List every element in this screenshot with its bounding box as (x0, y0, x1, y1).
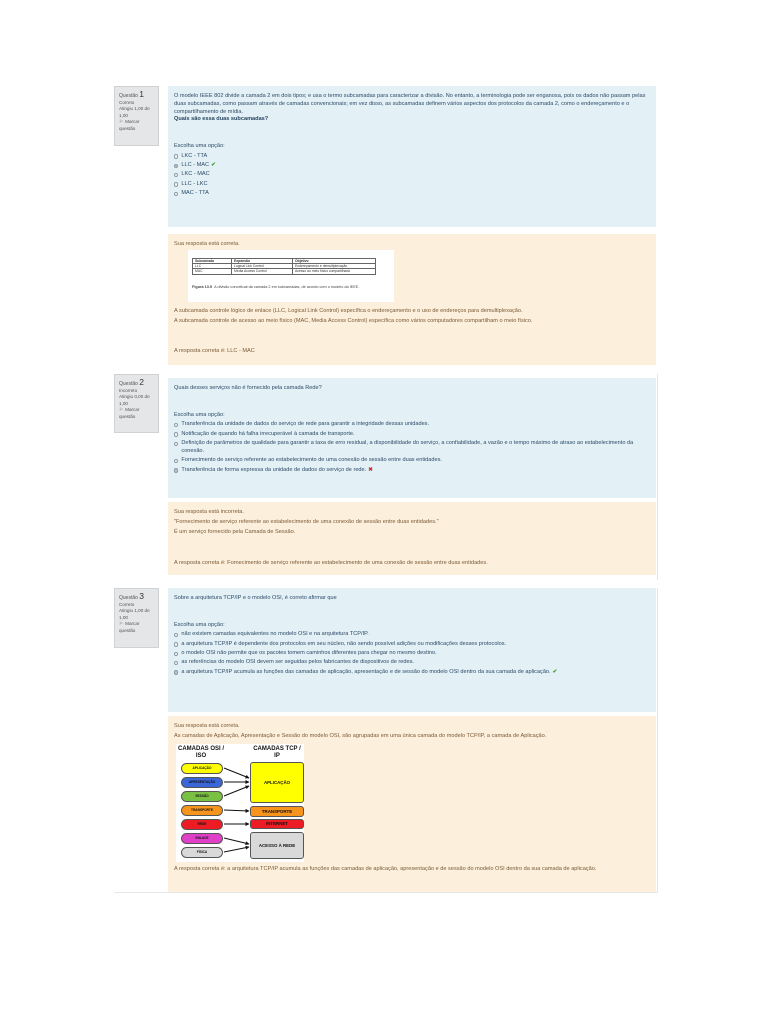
option-5[interactable]: Transferência de forma expressa da unidade de dados do serviço de rede. ✖ (174, 467, 650, 475)
option-2[interactable]: a arquitetura TCP/IP é dependente dos protocolos em seu núcleo, não sendo possível adições ou modificações desses protocolos. (174, 641, 650, 649)
option-1[interactable]: LKC - TTA (174, 153, 650, 161)
option-5[interactable]: MAC - TTA (174, 190, 650, 198)
question-1 (114, 86, 658, 366)
option-5[interactable]: a arquitetura TCP/IP acumula as funções das camadas de aplicação, apresentação e de sessão do modelo OSI dentro da sua camada de aplicação. ✔ (174, 669, 650, 677)
question-1-content (168, 86, 656, 227)
osi-layer-rede: REDE (181, 819, 223, 830)
question-2-info (114, 374, 159, 433)
table-cell: Acesso ao meio físico compartilhado (293, 269, 376, 274)
feedback-status: Sua resposta está correta. (174, 241, 240, 247)
feedback-line: A subcamada controle lógico de enlace (LLC, Logical Link Control) específica o endereçamento e o uso de endereços para demultiplexação. (174, 308, 523, 314)
question-text: Sobre a arquitetura TCP/IP e o modelo OSI, é correto afirmar que (174, 595, 337, 601)
osi-title: CAMADAS OSI / ISO (178, 746, 225, 759)
flag-question-link[interactable]: ⚐ Marcar questão (119, 621, 140, 633)
question-1-feedback (168, 234, 656, 365)
table-header: Subcamada (193, 259, 232, 264)
osi-layer-transporte: TRANSPORTE (181, 805, 223, 816)
option-4[interactable]: Fornecimento de serviço referente ao estabelecimento de uma conexão de sessão entre duas entidades. (174, 457, 650, 465)
options-label: Escolha uma opção: (174, 411, 225, 418)
figure-caption: Figura 13.5 A divisão conceitual da camada 2 em subcamadas, de acordo com o modelo da IEEE. (192, 285, 360, 289)
radio-button[interactable] (174, 154, 178, 158)
question-prompt: Quais são essa duas subcamadas? (174, 116, 269, 123)
feedback-line: A subcamada controle de acesso ao meio físico (MAC, Media Access Control) específica como vários computadores compartilham o meio físico. (174, 317, 533, 324)
tcp-title: CAMADAS TCP / IP (253, 746, 301, 759)
option-4[interactable]: as referências do modelo OSI devem ser seguidas pelos fabricantes de dispositivos de redes. (174, 659, 650, 667)
table-cell: Endereçamento e demultiplexação (293, 264, 376, 269)
subcamadas-table (192, 258, 376, 275)
osi-layer-enlace: ENLACE (181, 833, 223, 844)
feedback-line: As camadas de Aplicação, Apresentação e Sessão do modelo OSI, são agrupadas em uma única camada do modelo TCP/IP, a camada de Aplicação. (174, 732, 547, 739)
mapping-arrows (176, 744, 304, 862)
tcp-layer-internet: INTERNET (250, 819, 304, 829)
option-3[interactable]: Definição de parâmetros de qualidade para garantir a taxa de erro residual, a disponibilidade do serviço, a confiabilidade, a vazão e o tempo máximo de atraso ao estabelecimento da conexão. (174, 440, 650, 456)
question-2-feedback (168, 502, 656, 575)
question-number: Questão 3 (119, 591, 145, 601)
flag-icon: ⚐ (119, 119, 124, 125)
question-text: Quais desses serviços não é fornecido pela camada Rede? (174, 385, 322, 391)
correct-answer: A resposta correta é: Fornecimento de serviço referente ao estabelecimento de uma conexão de sessão entre duas entidades. (174, 560, 488, 566)
correct-answer: A resposta correta é: LLC - MAC (174, 348, 255, 354)
question-score: Atingiu 1,00 de 1,00 (119, 608, 150, 620)
osi-layer-aplicacao: APLICAÇÃO (181, 763, 223, 774)
check-icon: ✔ (552, 668, 558, 675)
radio-button[interactable] (174, 633, 178, 637)
question-3-content (168, 588, 656, 712)
radio-button[interactable] (174, 423, 178, 427)
feedback-status: Sua resposta está correta. (174, 723, 240, 729)
flag-question-link[interactable]: ⚐ Marcar questão (119, 407, 140, 419)
check-icon: ✔ (211, 161, 216, 168)
question-status: Incorreto (119, 387, 138, 393)
feedback-line: "Fornecimento de serviço referente ao estabelecimento de uma conexão de sessão entre duas entidades." (174, 518, 439, 525)
radio-button[interactable] (174, 173, 178, 177)
question-status: Correto (119, 99, 135, 105)
tcp-layer-transporte: TRANSPORTE (250, 806, 304, 817)
radio-button[interactable] (174, 192, 178, 196)
question-3-info (114, 588, 159, 648)
question-1-info (114, 86, 159, 146)
tcp-layer-acesso-rede: ACESSO À REDE (250, 832, 304, 859)
osi-tcp-diagram (176, 744, 304, 862)
option-2[interactable]: LLC - MAC ✔ (174, 162, 650, 170)
cross-icon: ✖ (368, 466, 373, 473)
divider (657, 588, 658, 892)
radio-button[interactable] (174, 652, 178, 656)
question-3-feedback (168, 716, 656, 892)
question-2-content (168, 378, 656, 498)
radio-button[interactable] (174, 164, 178, 168)
option-1[interactable]: Transferência da unidade de dados do serviço de rede para garantir a integridade dessas unidades. (174, 421, 650, 429)
option-4[interactable]: LLC - LKC (174, 181, 650, 189)
options-label: Escolha uma opção: (174, 143, 225, 150)
radio-button[interactable] (174, 182, 178, 186)
radio-button[interactable] (174, 642, 178, 646)
option-2[interactable]: Notificação de quando há falha irrecuperável à camada de transporte. (174, 431, 650, 439)
table-header: Expansão (232, 259, 293, 264)
question-number: Questão 1 (119, 89, 145, 99)
tcp-layer-aplicacao: APLICAÇÃO (250, 762, 304, 803)
question-3 (114, 588, 658, 894)
feedback-status: Sua resposta está incorreta. (174, 509, 244, 515)
question-text: O modelo IEEE 802 divide a camada 2 em dois tipos; e usa o termo subcamadas para caracterizar a divisão. No entanto, a terminologia pode ser enganosa, pois os dados não passam pelas duas subcamadas, como passam através de camadas convencionais; em vez disso, as subcamadas definem vários aspectos dos protocolos da camada 2, como o endereçamento e o compartilhamento de mídia. (174, 93, 646, 115)
radio-button[interactable] (174, 432, 178, 436)
subcamadas-figure (188, 250, 394, 302)
flag-icon: ⚐ (119, 407, 124, 413)
feedback-line: É um serviço fornecido pela Camada de Sessão. (174, 528, 296, 535)
correct-answer: A resposta correta é: a arquitetura TCP/IP acumula as funções das camadas de aplicação, apresentação e de sessão do modelo OSI dentro da sua camada de aplicação. (174, 866, 597, 872)
option-3[interactable]: LKC - MAC (174, 171, 650, 179)
table-cell: LLC (193, 264, 232, 269)
flag-question-link[interactable]: ⚐ Marcar questão (119, 119, 140, 131)
question-score: Atingiu 0,00 de 1,00 (119, 394, 150, 406)
table-cell: Logical Link Control (232, 264, 293, 269)
question-number: Questão 2 (119, 377, 145, 387)
radio-button[interactable] (174, 459, 178, 463)
table-header: Objetivo (293, 259, 376, 264)
table-cell: Media Access Control (232, 269, 293, 274)
question-score: Atingiu 1,00 de 1,00 (119, 106, 150, 118)
radio-button[interactable] (174, 442, 178, 446)
osi-layer-fisica: FÍSICA (181, 847, 223, 858)
radio-button[interactable] (174, 661, 178, 665)
osi-layer-apresentacao: APRESENTAÇÃO (181, 777, 223, 788)
options-label: Escolha uma opção: (174, 621, 225, 628)
question-status: Correto (119, 601, 135, 607)
divider (114, 892, 658, 893)
radio-button[interactable] (174, 670, 178, 674)
osi-layer-sessao: SESSÃO (181, 791, 223, 802)
radio-button[interactable] (174, 468, 178, 472)
option-3[interactable]: o modelo OSI não permite que os pacotes tomem caminhos diferentes para chegar no mesmo destino. (174, 650, 650, 658)
option-1[interactable]: não existem camadas equivalentes no modelo OSI e na arquitetura TCP/IP. (174, 631, 650, 639)
flag-icon: ⚐ (119, 621, 124, 627)
table-cell: MAC (193, 269, 232, 274)
question-2 (114, 374, 658, 584)
